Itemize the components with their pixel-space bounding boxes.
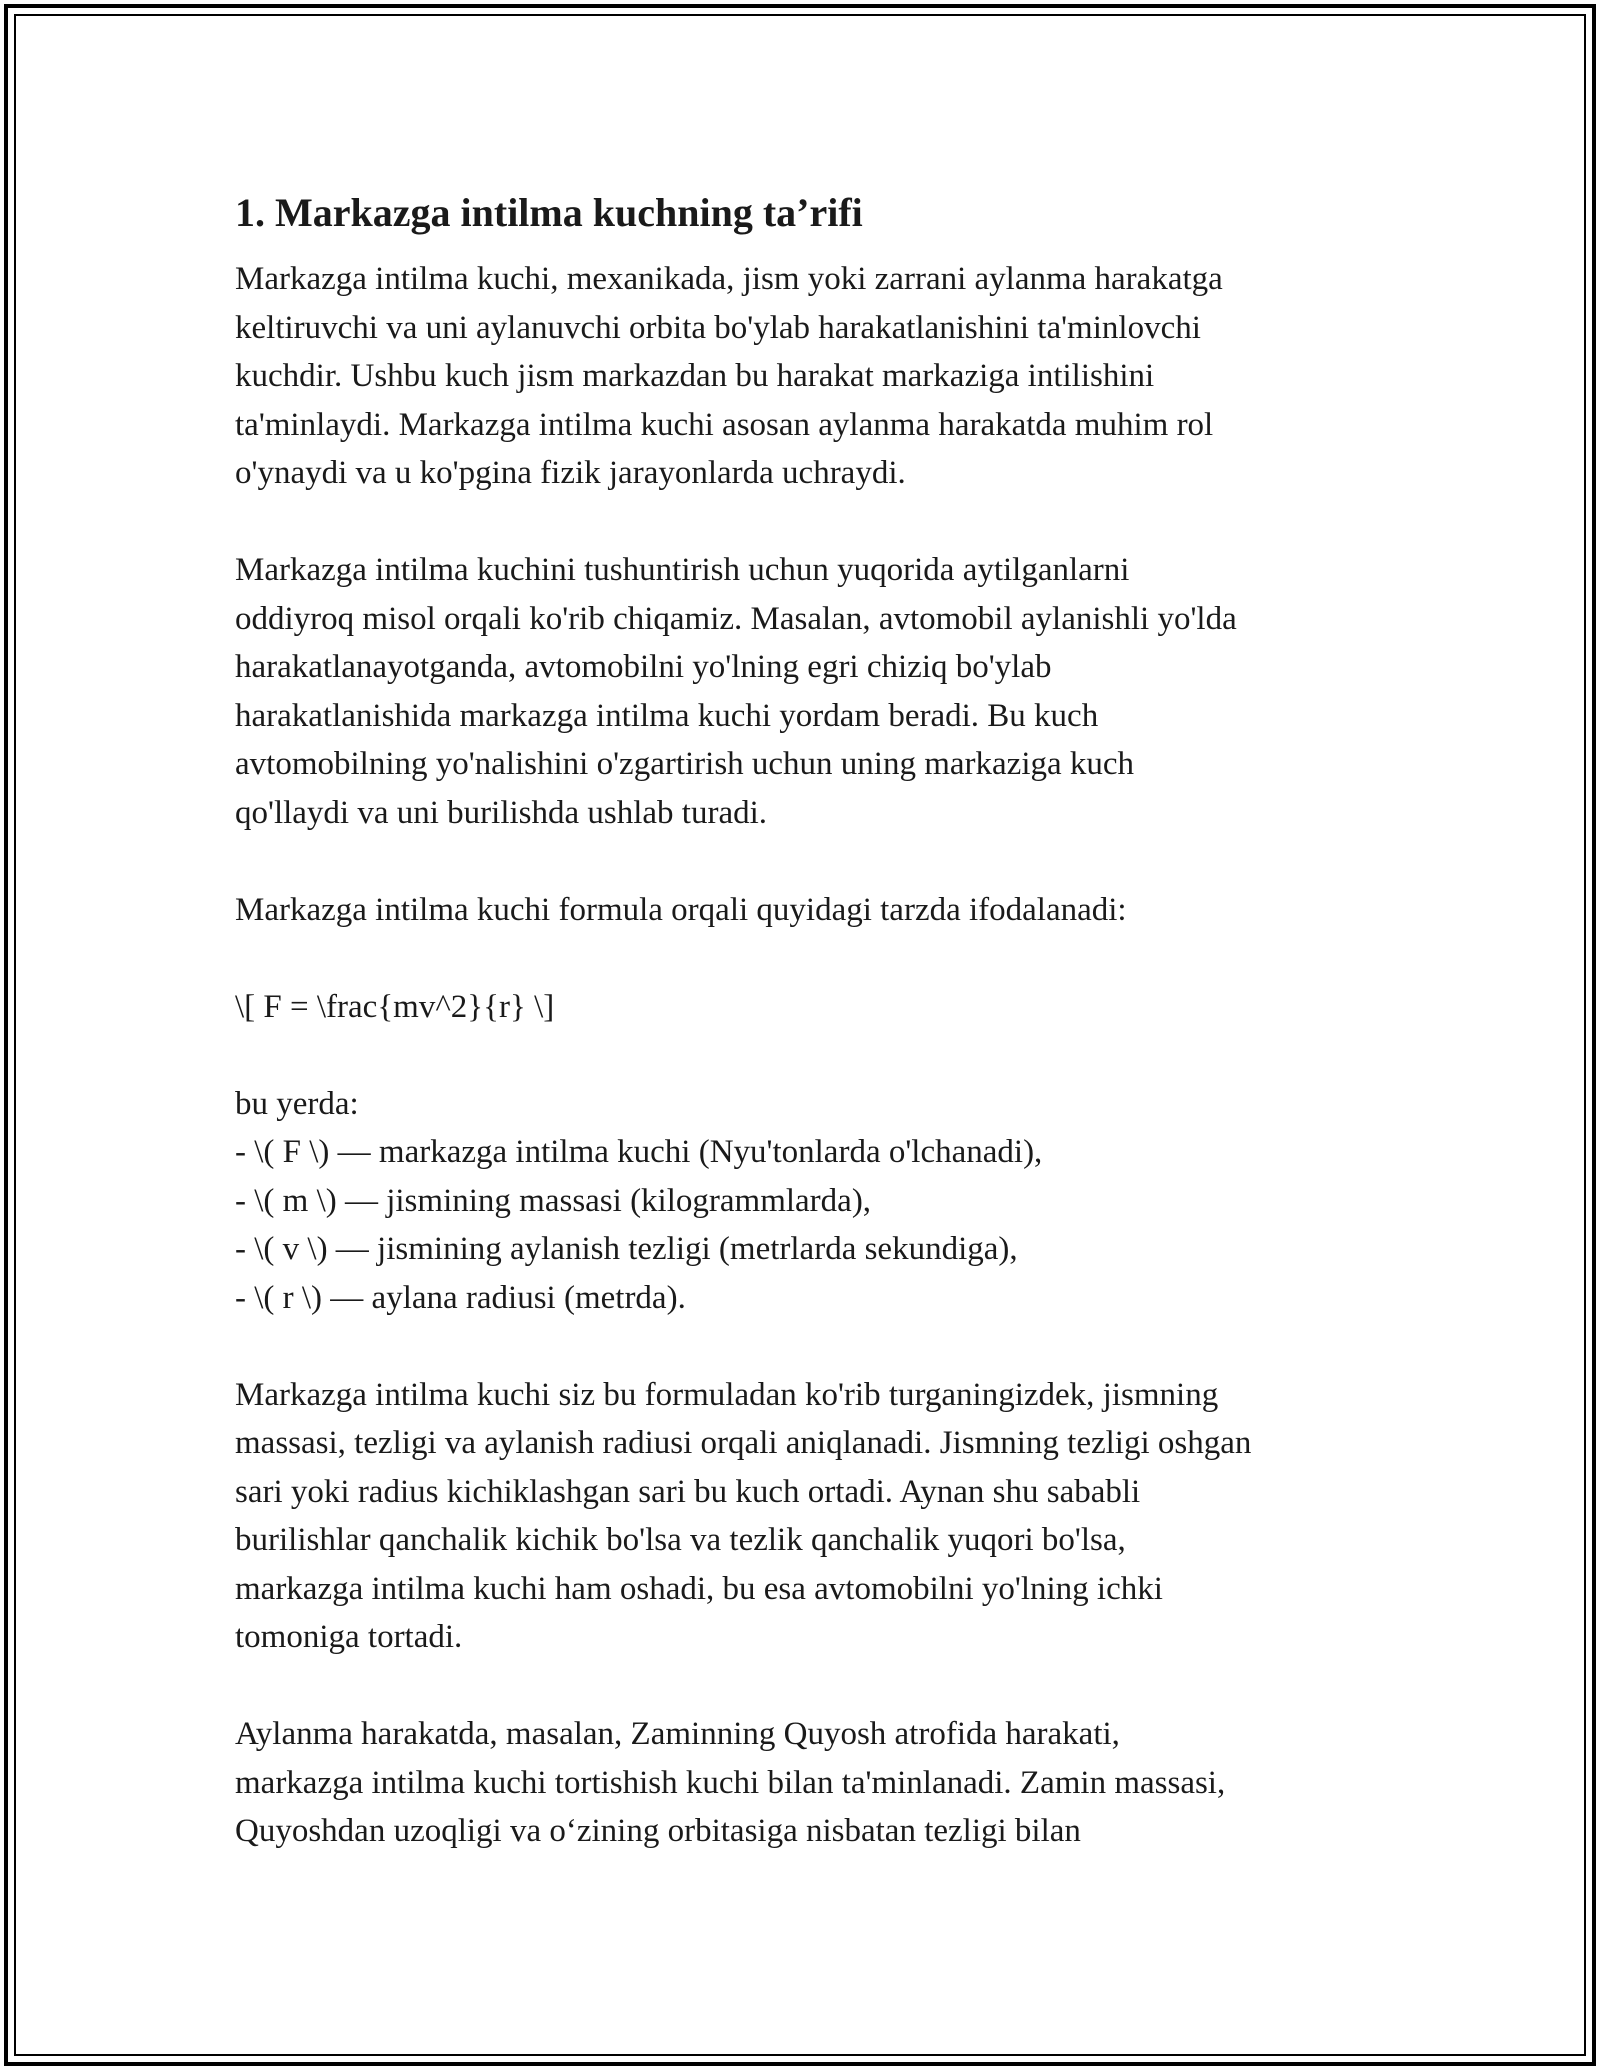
text-line: massasi, tezligi va aylanish radiusi orqali aniqlanadi. Jismning tezligi oshgan [235,1425,1252,1461]
text-line: oddiyroq misol orqali ko'rib chiqamiz. Masalan, avtomobil aylanishli yo'lda [235,600,1237,637]
text-line: o'ynaydi va u ko'pgina fizik jarayonlarda uchraydi. [235,455,906,491]
text-line: Markazga intilma kuchi, mexanikada, jism yoki zarrani aylanma harakatga [235,261,1223,297]
paragraph [235,983,1385,1032]
text-line: \[ F = \frac{mv^2}{r} \] [235,988,555,1025]
text-line: Markazga intilma kuchi formula orqali quyidagi tarzda ifodalanadi: [235,891,1127,928]
text-line: markazga intilma kuchi ham oshadi, bu esa avtomobilni yo'lning ichki [235,1570,1163,1607]
text-line: qo'llaydi va uni burilishda ushlab turadi. [235,794,768,831]
document-body [235,185,1385,1904]
text-line: Markazga intilma kuchini tushuntirish uchun yuqorida aytilganlarni [235,552,1130,588]
text-line: bu yerda: [235,1085,359,1122]
text-line: Aylanma harakatda, masalan, Zaminning Quyosh atrofida harakati, [235,1716,1120,1752]
text-line: Markazga intilma kuchi siz bu formuladan ko'rib turganingizdek, jismning [235,1376,1219,1413]
paragraph [235,546,1385,837]
text-line: harakatlanayotganda, avtomobilni yo'lning egri chiziq bo'ylab [235,649,1052,685]
text-line: avtomobilning yo'nalishini o'zgartirish uchun uning markaziga kuch [235,746,1135,782]
text-line: markazga intilma kuchi tortishish kuchi bilan ta'minlanadi. Zamin massasi, [235,1764,1226,1801]
text-line: kuchdir. Ushbu kuch jism markazdan bu harakat markaziga intilishini [235,358,1155,394]
text-line: - \( F \) — markazga intilma kuchi (Nyu'tonlarda o'lchanadi), [235,1134,1043,1170]
paragraph-list [235,255,1385,1856]
text-line: - \( r \) — aylana radiusi (metrda). [235,1279,686,1316]
paragraph [235,1710,1385,1856]
text-line: - \( v \) — jismining aylanish tezligi (metrlarda sekundiga), [235,1231,1018,1267]
text-line: tomoniga tortadi. [235,1619,463,1655]
paragraph [235,255,1385,498]
paragraph [235,1371,1385,1662]
section-heading: 1. Markazga intilma kuchning ta’rifi [235,190,863,235]
text-line: keltiruvchi va uni aylanuvchi orbita bo'ylab harakatlanishini ta'minlovchi [235,309,1201,346]
text-line: harakatlanishida markazga intilma kuchi yordam beradi. Bu kuch [235,697,1099,734]
text-line: sari yoki radius kichiklashgan sari bu kuch ortadi. Aynan shu sababli [235,1473,1141,1510]
text-line: burilishlar qanchalik kichik bo'lsa va tezlik qanchalik yuqori bo'lsa, [235,1522,1126,1558]
text-line: Quyoshdan uzoqligi va o‘zining orbitasiga nisbatan tezligi bilan [235,1813,1081,1849]
text-line: ta'minlaydi. Markazga intilma kuchi asosan aylanma harakatda muhim rol [235,406,1214,443]
text-line: - \( m \) — jismining massasi (kilogrammlarda), [235,1182,872,1219]
paragraph [235,886,1385,935]
paragraph [235,1080,1385,1323]
